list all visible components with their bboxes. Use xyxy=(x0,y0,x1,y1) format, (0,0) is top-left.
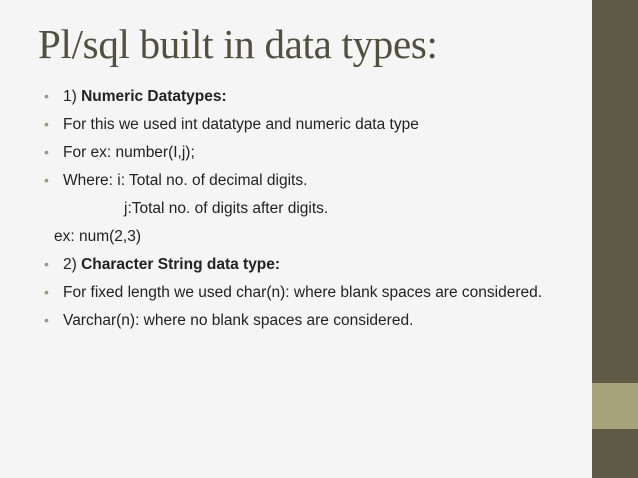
bullet-text: Where: i: Total no. of decimal digits. xyxy=(63,172,308,189)
bullet-text: For this we used int datatype and numeric data type xyxy=(63,116,419,133)
bullet-item-3 xyxy=(44,142,544,163)
bullet-text: For fixed length we used char(n): where blank spaces are considered. xyxy=(63,284,543,301)
example-line xyxy=(42,226,544,247)
bullet-item-2 xyxy=(44,114,544,135)
slide-title: Pl/sql built in data types: xyxy=(38,21,438,67)
bullet-item-7 xyxy=(44,310,544,331)
bullet-item-6 xyxy=(44,282,544,303)
bullet-bold-text: Numeric Datatypes: xyxy=(81,88,227,105)
bullet-prefix: 1) xyxy=(63,88,82,105)
bullet-text: For ex: number(I,j); xyxy=(63,144,195,161)
continuation-text: j:Total no. of digits after digits. xyxy=(124,200,329,217)
bullet-list xyxy=(44,86,544,338)
bullet-item-4 xyxy=(44,170,544,191)
example-text: ex: num(2,3) xyxy=(54,228,142,245)
continuation-line xyxy=(44,198,544,219)
bullet-item-1 xyxy=(44,86,544,107)
bullet-item-5 xyxy=(44,254,544,275)
bullet-bold-text: Character String data type: xyxy=(81,256,281,273)
side-bar-accent xyxy=(592,383,638,429)
bullet-text: Varchar(n): where no blank spaces are considered. xyxy=(63,312,414,329)
bullet-prefix: 2) xyxy=(63,256,82,273)
